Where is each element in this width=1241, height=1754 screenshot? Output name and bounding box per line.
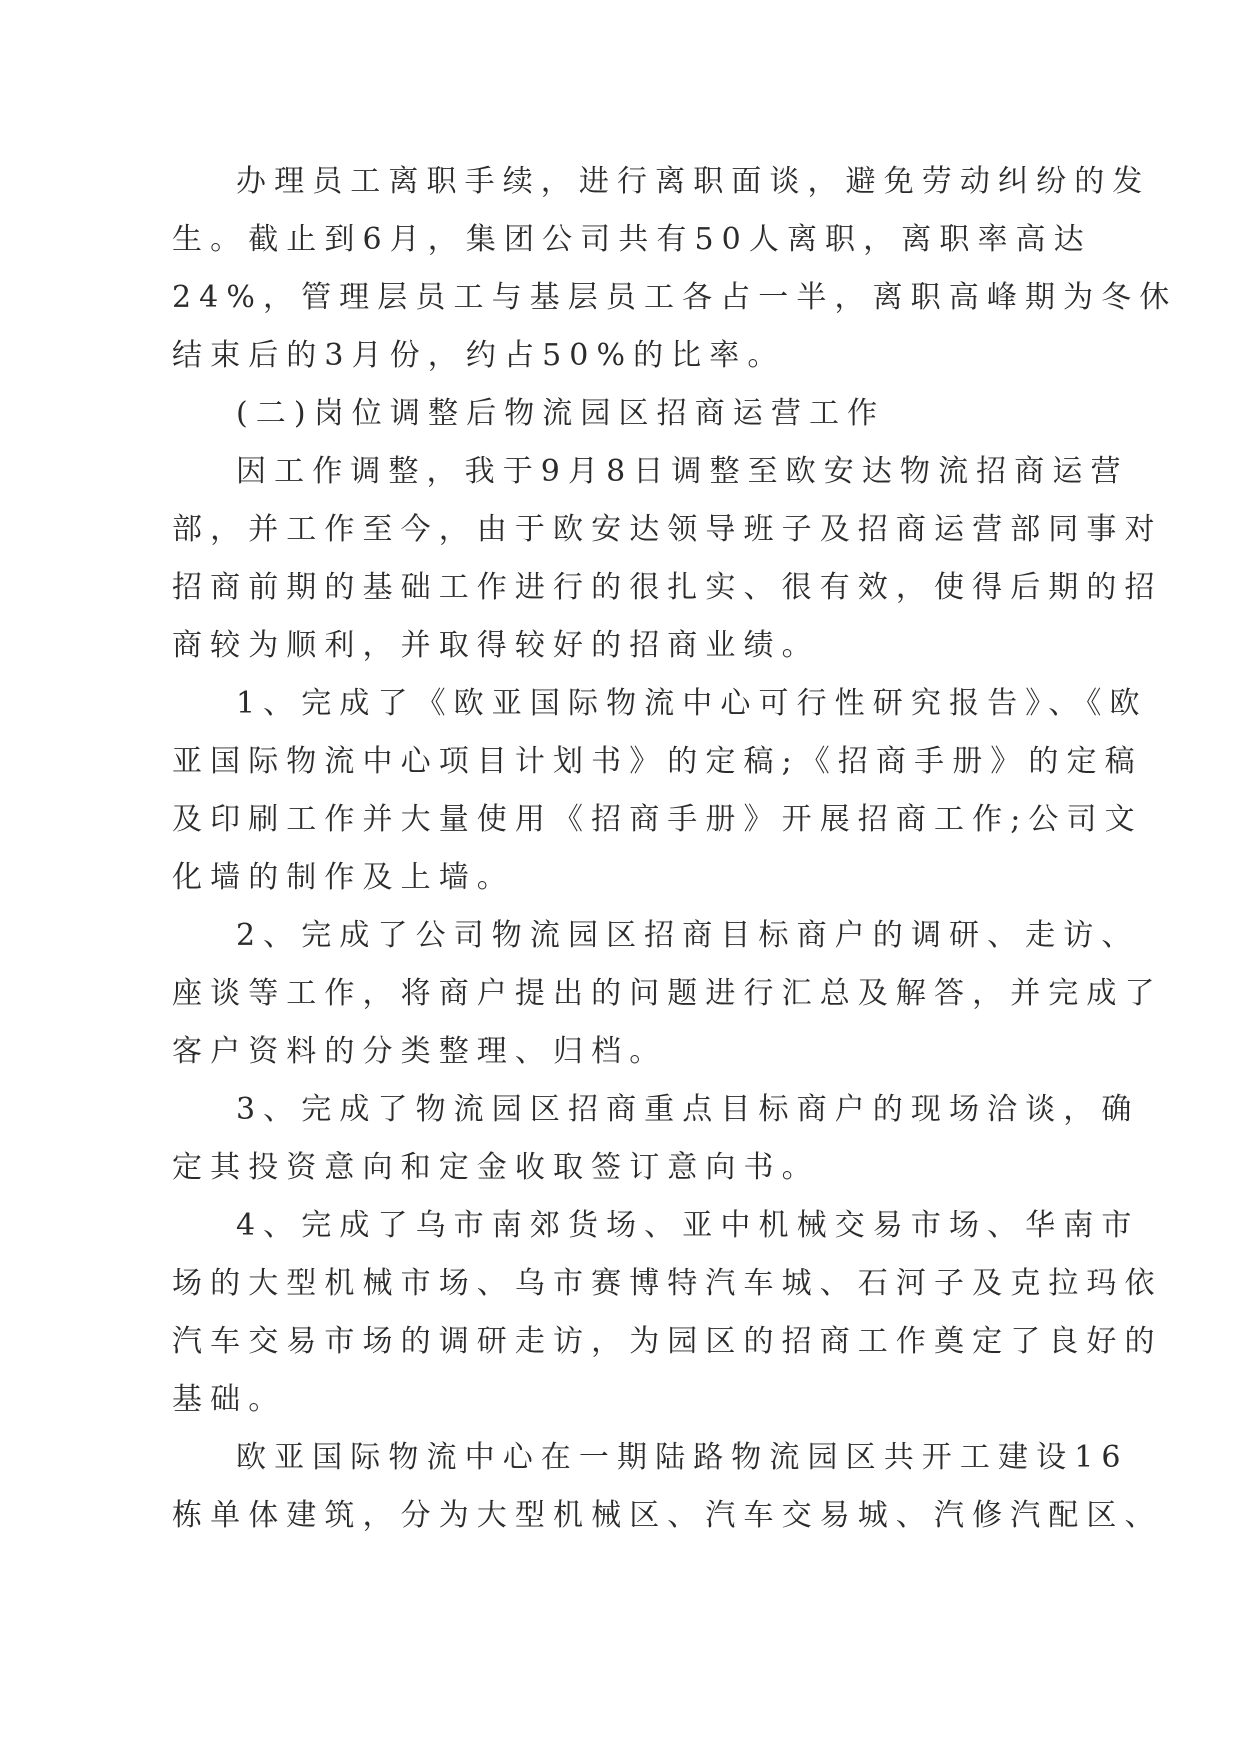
text-line: 招商前期的基础工作进行的很扎实、很有效，使得后期的招 <box>172 570 1163 605</box>
list-item-text: 场的大型机械市场、乌市赛博特汽车城、石河子及克拉玛依 <box>172 1266 1163 1301</box>
section-heading: (二)岗位调整后物流园区招商运营工作 <box>236 396 886 431</box>
text-line: 栋单体建筑，分为大型机械区、汽车交易城、汽修汽配区、 <box>172 1498 1163 1533</box>
text-line: 生。截止到6月，集团公司共有50人离职，离职率高达 <box>172 222 1092 257</box>
text-line: 商较为顺利，并取得较好的招商业绩。 <box>172 628 820 663</box>
text-line: 结束后的3月份，约占50%的比率。 <box>172 338 786 373</box>
text-line: 24%，管理层员工与基层员工各占一半，离职高峰期为冬休 <box>172 280 1178 315</box>
text-line: 部，并工作至今，由于欧安达领导班子及招商运营部同事对 <box>172 512 1163 547</box>
list-item-text: 化墙的制作及上墙。 <box>172 860 515 895</box>
list-item-text: 座谈等工作，将商户提出的问题进行汇总及解答，并完成了 <box>172 976 1163 1011</box>
list-item-text: 1、完成了《欧亚国际物流中心可行性研究报告》、《欧 <box>236 686 1148 721</box>
text-line: 办理员工离职手续，进行离职面谈，避免劳动纠纷的发 <box>236 164 1151 199</box>
list-item-text: 客户资料的分类整理、归档。 <box>172 1034 668 1069</box>
list-item-text: 亚国际物流中心项目计划书》的定稿;《招商手册》的定稿 <box>172 744 1143 779</box>
text-line: 因工作调整，我于9月8日调整至欧安达物流招商运营 <box>236 454 1129 489</box>
list-item-text: 定其投资意向和定金收取签订意向书。 <box>172 1150 820 1185</box>
text-line: 欧亚国际物流中心在一期陆路物流园区共开工建设16 <box>236 1440 1129 1475</box>
list-item-text: 基础。 <box>172 1382 287 1417</box>
list-item-text: 3、完成了物流园区招商重点目标商户的现场洽谈，确 <box>236 1092 1140 1127</box>
list-item-text: 及印刷工作并大量使用《招商手册》开展招商工作;公司文 <box>172 802 1143 837</box>
list-item-text: 2、完成了公司物流园区招商目标商户的调研、走访、 <box>236 918 1140 953</box>
list-item-text: 4、完成了乌市南郊货场、亚中机械交易市场、华南市 <box>236 1208 1140 1243</box>
list-item-text: 汽车交易市场的调研走访，为园区的招商工作奠定了良好的 <box>172 1324 1163 1359</box>
